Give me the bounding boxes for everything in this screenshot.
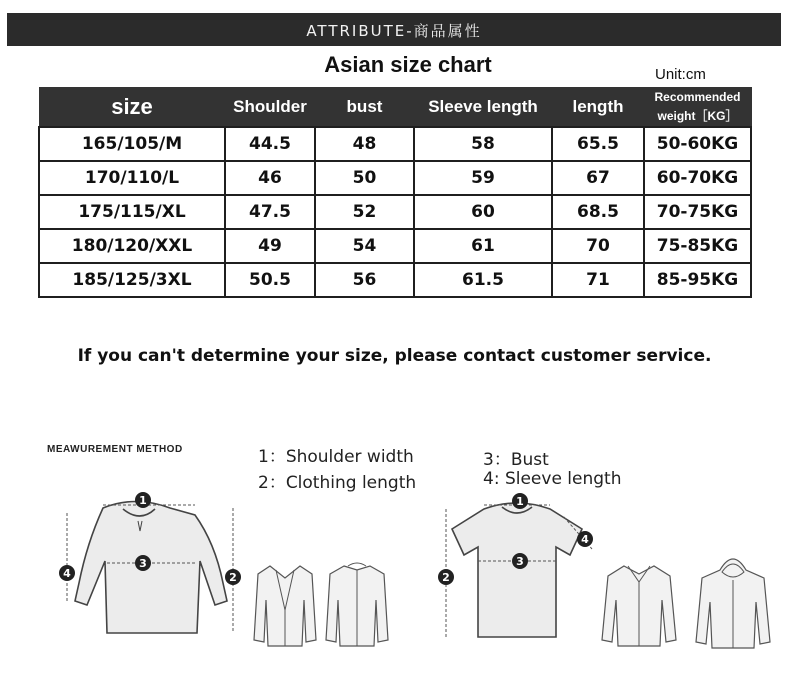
marker-4: 4 [581,533,589,546]
header-weight [644,88,751,128]
header-size: size [39,88,225,128]
cell-weight: 60-70KG [644,161,751,195]
cell-size: 165/105/M [39,127,225,161]
sweatshirt-measurement-diagram [45,483,255,653]
marker-1: 1 [139,494,147,507]
cell-sleeve: 59 [414,161,552,195]
cell-bust: 52 [315,195,414,229]
banner-title: ATTRIBUTE-商品属性 [306,22,482,40]
marker-1: 1 [516,495,524,508]
cell-length: 65.5 [552,127,644,161]
marker-2: 2 [442,571,450,584]
marker-3: 3 [516,555,524,568]
cell-shoulder: 47.5 [225,195,315,229]
cell-length: 67 [552,161,644,195]
cell-bust: 56 [315,263,414,297]
cell-length: 68.5 [552,195,644,229]
marker-3: 3 [139,557,147,570]
cell-bust: 54 [315,229,414,263]
cell-weight: 50-60KG [644,127,751,161]
cell-size: 185/125/3XL [39,263,225,297]
table-header-row [39,88,751,128]
legend-shoulder-width: 1：Shoulder width [258,447,414,467]
table-row [39,263,751,297]
cell-sleeve: 61.5 [414,263,552,297]
cell-size: 170/110/L [39,161,225,195]
tshirt-measurement-diagram [432,487,607,652]
header-banner [7,13,781,46]
cell-shoulder: 46 [225,161,315,195]
cell-size: 175/115/XL [39,195,225,229]
size-table [38,87,752,298]
header-length: length [552,88,644,128]
table-row [39,161,751,195]
cell-weight: 70-75KG [644,195,751,229]
cell-shoulder: 44.5 [225,127,315,161]
cell-sleeve: 58 [414,127,552,161]
header-weight-line1: Recommended [654,90,741,104]
cell-bust: 50 [315,161,414,195]
legend-clothing-length: 2：Clothing length [258,473,417,493]
cell-weight: 85-95KG [644,263,751,297]
table-row [39,127,751,161]
cell-shoulder: 49 [225,229,315,263]
table-row [39,229,751,263]
table-row [39,195,751,229]
shirt-icon [598,560,680,650]
cell-size: 180/120/XXL [39,229,225,263]
header-bust: bust [315,88,414,128]
cell-weight: 75-85KG [644,229,751,263]
zip-jacket-icon [322,560,392,650]
cell-sleeve: 61 [414,229,552,263]
unit-label: Unit:cm [655,66,706,83]
contact-notice: If you can't determine your size, please contact customer service. [77,346,712,366]
cell-shoulder: 50.5 [225,263,315,297]
cell-length: 70 [552,229,644,263]
size-chart-title: Asian size chart [324,52,492,77]
header-sleeve-length: Sleeve length [414,88,552,128]
marker-4: 4 [63,567,71,580]
cell-bust: 48 [315,127,414,161]
header-shoulder: Shoulder [225,88,315,128]
measurement-method-title: MEAWUREMENT METHOD [47,444,183,455]
cell-sleeve: 60 [414,195,552,229]
header-weight-line2: weight［KG］ [657,109,738,123]
marker-2: 2 [229,571,237,584]
legend-bust: 3：Bust [483,450,549,470]
hoodie-icon [692,552,774,652]
cell-length: 71 [552,263,644,297]
legend-sleeve-length: 4: Sleeve length [483,469,622,489]
jacket-icon [250,560,320,650]
